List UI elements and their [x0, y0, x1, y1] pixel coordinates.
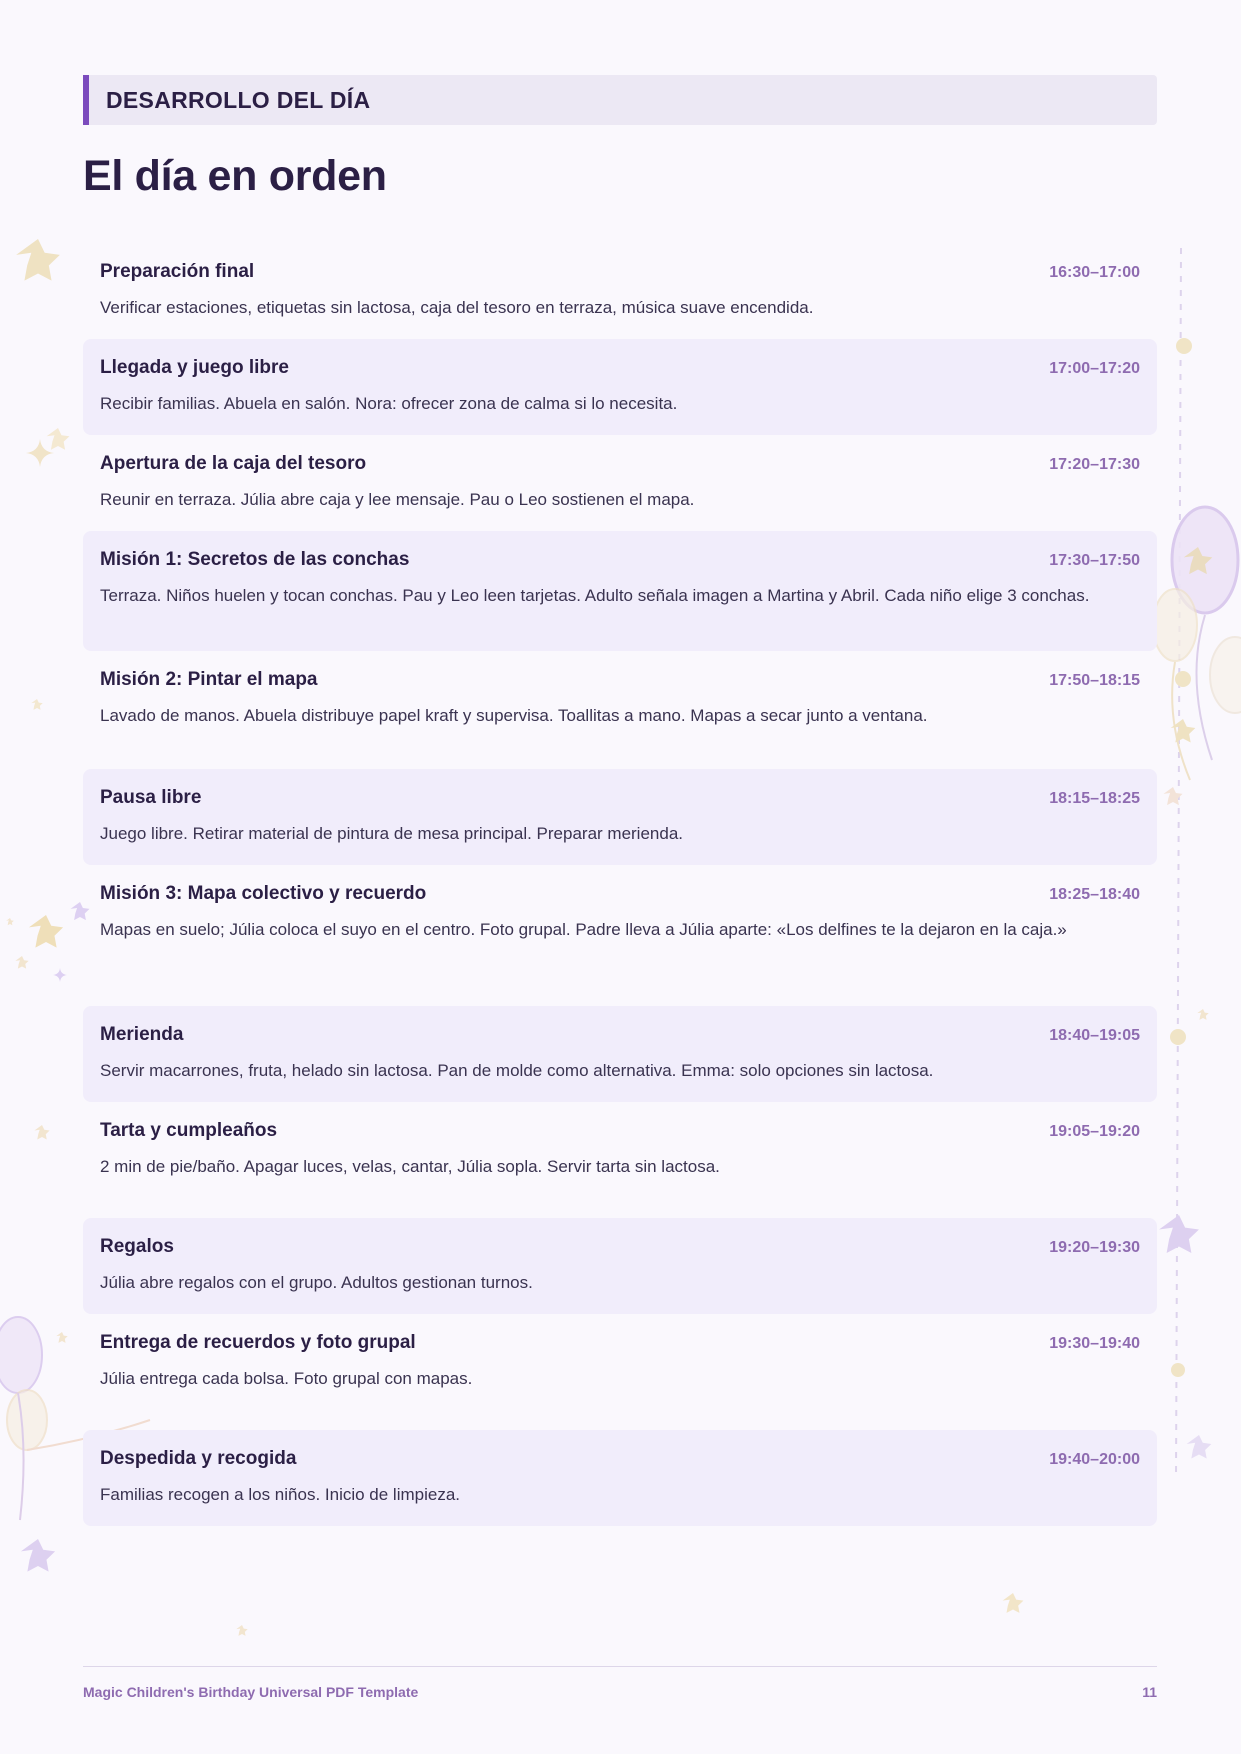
section-label: DESARROLLO DEL DÍA	[106, 86, 371, 113]
item-title: Entrega de recuerdos y foto grupal	[100, 1332, 416, 1353]
item-description: Júlia entrega cada bolsa. Foto grupal con mapas.	[100, 1369, 473, 1388]
item-time: 18:40–19:05	[1049, 1027, 1140, 1044]
item-title: Tarta y cumpleaños	[100, 1120, 278, 1141]
item-description: Familias recogen a los niños. Inicio de limpieza.	[100, 1485, 461, 1504]
item-description: Verificar estaciones, etiquetas sin lactosa, caja del tesoro en terraza, música suave encendida.	[100, 298, 814, 317]
item-time: 17:20–17:30	[1049, 456, 1140, 473]
schedule-item	[83, 865, 1157, 1006]
item-time: 19:30–19:40	[1049, 1335, 1140, 1352]
item-time: 16:30–17:00	[1049, 264, 1140, 281]
item-title: Merienda	[100, 1024, 184, 1045]
schedule-item	[83, 531, 1157, 651]
footer-divider	[83, 1666, 1157, 1667]
item-description: Servir macarrones, fruta, helado sin lactosa. Pan de molde como alternativa. Emma: solo opciones sin lactosa.	[100, 1061, 934, 1080]
schedule-item	[83, 1314, 1157, 1430]
schedule-item	[83, 1006, 1157, 1102]
item-time: 17:50–18:15	[1049, 672, 1140, 689]
item-time: 17:30–17:50	[1049, 552, 1140, 569]
item-title: Despedida y recogida	[100, 1448, 297, 1469]
item-description: Reunir en terraza. Júlia abre caja y lee mensaje. Pau o Leo sostienen el mapa.	[100, 490, 695, 509]
schedule-item	[83, 339, 1157, 435]
page-title: El día en orden	[83, 152, 387, 200]
item-description: Terraza. Niños huelen y tocan conchas. Pau y Leo leen tarjetas. Adulto señala imagen a Martina y Abril. Cada niño elige 3 conchas.	[100, 586, 1090, 605]
item-title: Preparación final	[100, 261, 255, 282]
schedule-item	[83, 1218, 1157, 1314]
item-description: Júlia abre regalos con el grupo. Adultos gestionan turnos.	[100, 1273, 533, 1292]
item-time: 18:25–18:40	[1049, 886, 1140, 903]
schedule-item	[83, 651, 1157, 769]
footer-template-name: Magic Children's Birthday Universal PDF Template	[83, 1684, 419, 1700]
item-time: 19:40–20:00	[1049, 1451, 1140, 1468]
schedule-item	[83, 435, 1157, 531]
item-title: Misión 2: Pintar el mapa	[100, 669, 318, 690]
section-header	[83, 75, 1157, 125]
schedule-item	[83, 1102, 1157, 1218]
schedule-item	[83, 769, 1157, 865]
item-time: 19:20–19:30	[1049, 1239, 1140, 1256]
schedule-list	[83, 243, 1157, 1526]
item-description: 2 min de pie/baño. Apagar luces, velas, cantar, Júlia sopla. Servir tarta sin lactosa.	[100, 1157, 720, 1176]
item-description: Mapas en suelo; Júlia coloca el suyo en el centro. Foto grupal. Padre lleva a Júlia aparte: «Los delfines te la dejaron en la caja.»	[100, 920, 1067, 939]
item-time: 18:15–18:25	[1049, 790, 1140, 807]
item-time: 17:00–17:20	[1049, 360, 1140, 377]
item-title: Pausa libre	[100, 787, 202, 808]
item-description: Recibir familias. Abuela en salón. Nora: ofrecer zona de calma si lo necesita.	[100, 394, 678, 413]
item-title: Misión 3: Mapa colectivo y recuerdo	[100, 883, 427, 904]
schedule-item	[83, 1430, 1157, 1526]
item-description: Lavado de manos. Abuela distribuye papel kraft y supervisa. Toallitas a mano. Mapas a secar junto a ventana.	[100, 706, 928, 725]
item-title: Misión 1: Secretos de las conchas	[100, 549, 410, 570]
item-description: Juego libre. Retirar material de pintura de mesa principal. Preparar merienda.	[100, 824, 684, 843]
item-title: Llegada y juego libre	[100, 357, 289, 378]
item-title: Apertura de la caja del tesoro	[100, 453, 367, 474]
item-time: 19:05–19:20	[1049, 1123, 1140, 1140]
page-number: 11	[1142, 1684, 1157, 1700]
schedule-item	[83, 243, 1157, 339]
item-title: Regalos	[100, 1236, 174, 1257]
